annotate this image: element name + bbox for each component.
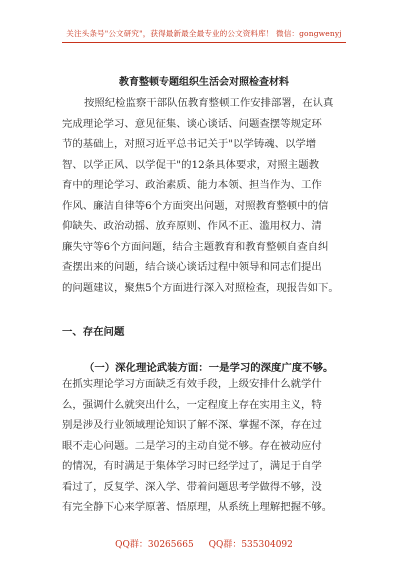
text-line: 的情况，有时满足于集体学习时已经学过了，满足于自学 <box>62 460 322 472</box>
footer-contact <box>0 537 408 550</box>
header-banner: 关注头条号"公文研究"，获得最新最全最专业的公文资料库！ 微信：gongwenyj <box>66 29 342 38</box>
subsection-heading: （一）深化理论武装方面：一是学习的深度广度不够。 <box>84 362 334 374</box>
text-line: 节的基础上，对照习近平总书记关于"以学铸魂、以学增 <box>62 138 317 150</box>
text-line: 完成理论学习、意见征集、谈心谈话、问题查摆等规定环 <box>62 117 322 130</box>
text-line: 么，强调什么就突出什么，一定程度上存在实用主义，特 <box>62 398 322 411</box>
text-line: 别是涉及行业领域理论知识了解不深、掌握不深，存在过 <box>62 419 322 431</box>
text-line: 育中的理论学习、政治素质、能力本领、担当作为、工作 <box>62 179 322 191</box>
text-line: 智、以学正风、以学促干"的12条具体要求，对照主题教 <box>62 158 319 171</box>
qq-group-1: QQ群：30265665 <box>115 540 194 550</box>
text-line: 仰缺失、政治动摇、放弃原则、作风不正、滥用权力、清 <box>62 220 322 232</box>
text-line: 在抓实理论学习方面缺乏有效手段，上级安排什么就学什 <box>62 378 322 390</box>
body-paragraph <box>62 374 352 518</box>
header-divider <box>62 42 346 43</box>
text-line: 看过了，反复学、深入学、带着问题思考学做得不够，没 <box>62 480 322 493</box>
text-line: 廉失守等6个方面问题，结合主题教育和教育整顿自查自纠 <box>62 240 329 253</box>
text-line: 的问题建议，聚焦5个方面进行深入对照检查，现报告如下。 <box>62 281 339 294</box>
intro-paragraph <box>62 93 352 298</box>
document-title: 教育整顿专题组织生活会对照检查材料 <box>119 77 289 88</box>
text-line: 作风、廉洁自律等6个方面突出问题，对照教育整顿中的信 <box>62 199 329 212</box>
text-line: 有完全静下心来学原著、悟原理，从系统上理解把握不够。 <box>62 501 333 513</box>
qq-group-2: QQ群：535304092 <box>208 540 293 550</box>
text-line: 眼不走心问题。二是学习的主动自觉不够。存在被动应付 <box>62 439 322 452</box>
text-line: 查摆出来的问题，结合谈心谈话过程中领导和同志们提出 <box>62 261 322 273</box>
text-line: 按照纪检监察干部队伍教育整顿工作安排部署，在认真 <box>84 97 334 109</box>
section-heading: 一、存在问题 <box>62 326 125 338</box>
